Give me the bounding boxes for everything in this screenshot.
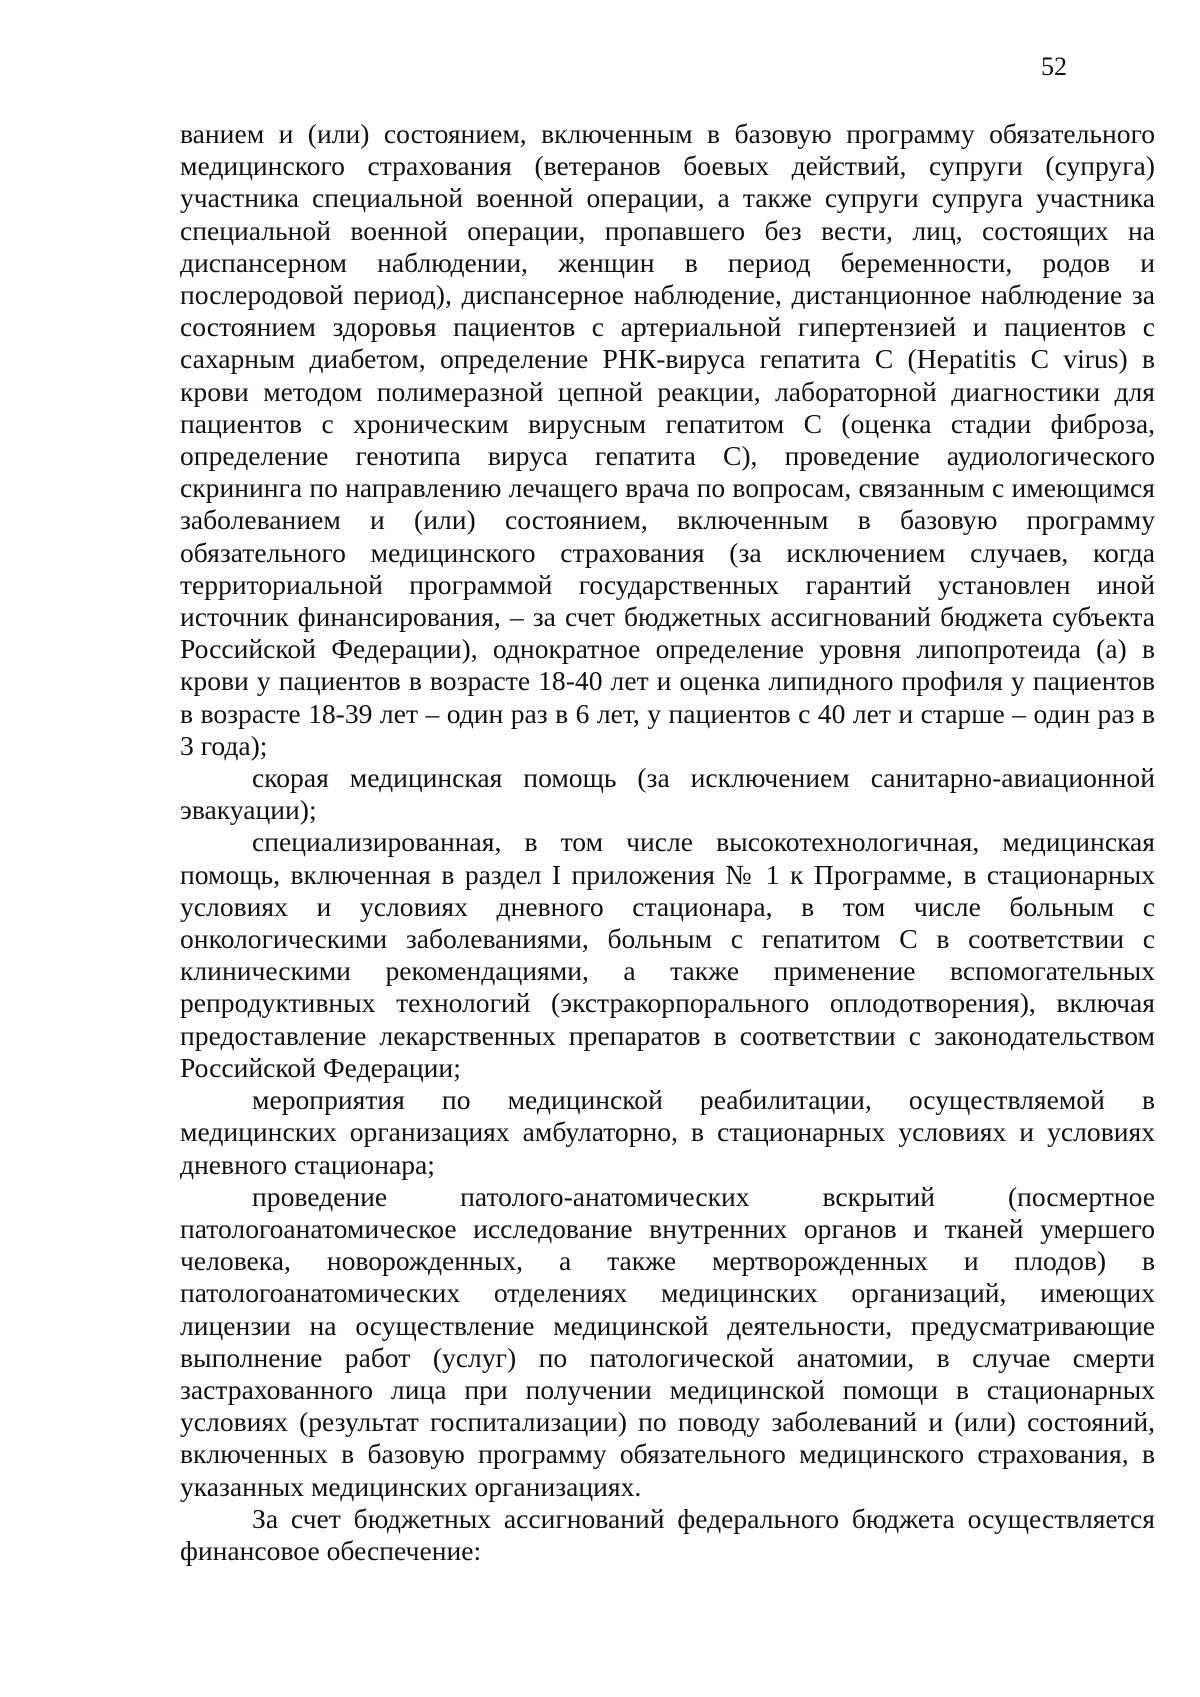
document-body bbox=[180, 118, 1155, 1567]
paragraph-autopsies: проведение патолого-анатомических вскрытий (посмертное патологоанатомическое исследование внутренних органов и тканей умершего человека, новорожденных, а также мертворожденных и плодов) в патологоанатомических отделениях медицинских организаций, имеющих лицензии на осуществление медицинской деятельности, предусматривающие выполнение работ (услуг) по патологической анатомии, в случае смерти застрахованного лица при получении медицинской помощи в стационарных условиях (результат госпитализации) по поводу заболеваний и (или) состояний, включенных в базовую программу обязательного медицинского страхования, в указанных медицинских организациях. bbox=[180, 1180, 1155, 1502]
paragraph-specialized-care: специализированная, в том числе высокотехнологичная, медицинская помощь, включенная в раздел I приложения № 1 к Программе, в стационарных условиях и условиях дневного стационара, в том числе больным с онкологическими заболеваниями, больным с гепатитом С в соответствии с клиническими рекомендациями, а также применение вспомогательных репродуктивных технологий (экстракорпорального оплодотворения), включая предоставление лекарственных препаратов в соответствии с законодательством Российской Федерации; bbox=[180, 826, 1155, 1083]
page-number: 52 bbox=[1041, 52, 1067, 81]
paragraph-rehabilitation: мероприятия по медицинской реабилитации, осуществляемой в медицинских организациях амбулаторно, в стационарных условиях и условиях дневного стационара; bbox=[180, 1084, 1155, 1180]
paragraph-federal-budget: За счет бюджетных ассигнований федерального бюджета осуществляется финансовое обеспечение: bbox=[180, 1502, 1155, 1566]
paragraph-continued: ванием и (или) состоянием, включенным в базовую программу обязательного медицинского страхования (ветеранов боевых действий, супруги (супруга) участника специальной военной операции, а также супруги супруга участника специальной военной операции, пропавшего без вести, лиц, состоящих на диспансерном наблюдении, женщин в период беременности, родов и послеродовой период), диспансерное наблюдение, дистанционное наблюдение за состоянием здоровья пациентов с артериальной гипертензией и пациентов с сахарным диабетом, определение РНК-вируса гепатита С (Hepatitis С virus) в крови методом полимеразной цепной реакции, лабораторной диагностики для пациентов с хроническим вирусным гепатитом С (оценка стадии фиброза, определение генотипа вируса гепатита С), проведение аудиологического скрининга по направлению лечащего врача по вопросам, связанным с имеющимся заболеванием и (или) состоянием, включенным в базовую программу обязательного медицинского страхования (за исключением случаев, когда территориальной программой государственных гарантий установлен иной источник финансирования, – за счет бюджетных ассигнований бюджета субъекта Российской Федерации), однократное определение уровня липопротеида (а) в крови у пациентов в возрасте 18-40 лет и оценка липидного профиля у пациентов в возрасте 18-39 лет – один раз в 6 лет, у пациентов с 40 лет и старше – один раз в 3 года); bbox=[180, 118, 1155, 761]
paragraph-emergency-care: скорая медицинская помощь (за исключением санитарно-авиационной эвакуации); bbox=[180, 762, 1155, 826]
